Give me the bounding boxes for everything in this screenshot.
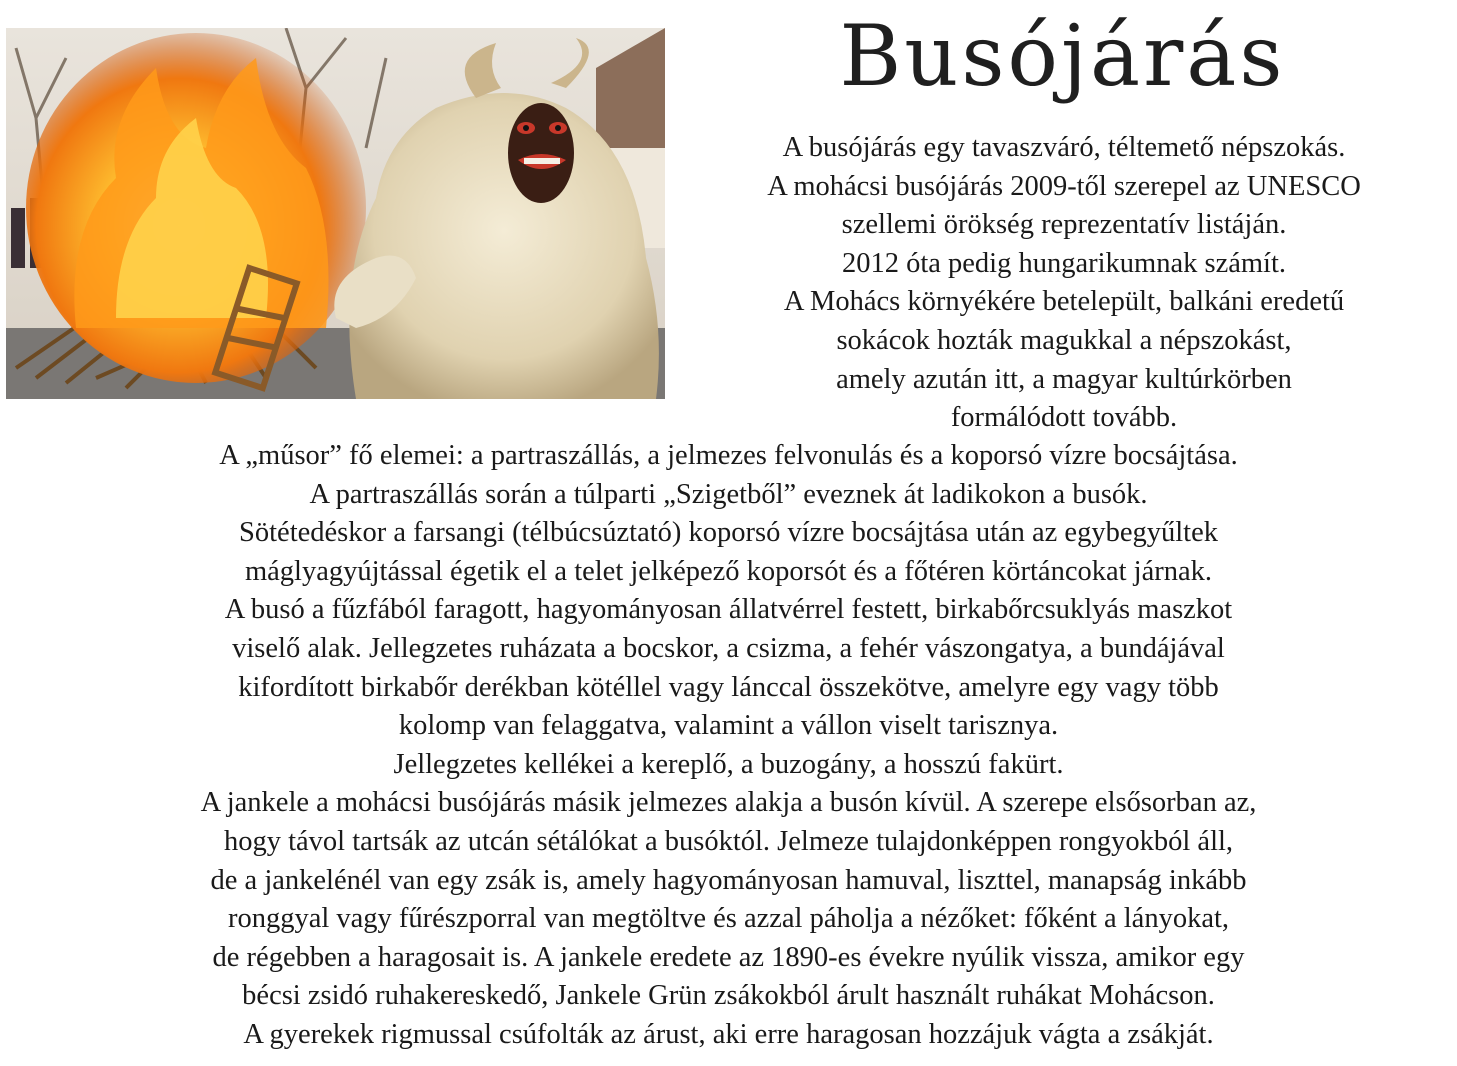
text-line: sokácok hozták magukkal a népszokást, [836, 324, 1292, 356]
text-line: A mohácsi busójárás 2009-től szerepel az UNESCO [767, 170, 1361, 202]
text-line: máglyagyújtással égetik el a telet jelképező koporsót és a főtéren körtáncokat járnak. [244, 555, 1213, 587]
text-line: A jankele a mohácsi busójárás másik jelmezes alakja a busón kívül. A szerepe elsősorban az, [200, 787, 1257, 819]
text-line: bécsi zsidó ruhakereskedő, Jankele Grün zsákokból árult használt ruhákat Mohácson. [242, 980, 1215, 1012]
text-line: 2012 óta pedig hungarikumnak számít. [841, 247, 1287, 279]
text-line: A busójárás egy tavaszváró, téltemető népszokás. [782, 132, 1346, 163]
intro-paragraph [670, 129, 1457, 438]
text-line: kolomp van felaggatva, valamint a vállon viselt tarisznya. [398, 710, 1059, 742]
text-line: amely azután itt, a magyar kultúrkörben [836, 363, 1292, 395]
photo-icon [6, 28, 665, 399]
text-line: A partraszállás során a túlparti „Szigetből” eveznek át ladikokon a busók. [309, 478, 1148, 510]
body-paragraph [0, 437, 1457, 1055]
text-line: kifordított birkabőr derékban kötéllel vagy lánccal összekötve, amelyre egy vagy több [238, 671, 1219, 703]
text-line: Jellegzetes kellékei a kereplő, a buzogány, a hosszú fakürt. [393, 748, 1064, 780]
text-line: A Mohács környékére betelepült, balkáni eredetű [783, 286, 1345, 318]
busojaras-photo [6, 28, 665, 399]
text-line: A busó a fűzfából faragott, hagyományosan állatvérrel festett, birkabőrcsuklyás maszkot [224, 594, 1233, 626]
text-line: A gyerekek rigmussal csúfolták az árust, aki erre haragosan hozzájuk vágta a zsákját. [243, 1018, 1214, 1050]
text-line: de a jankelénél van egy zsák is, amely hagyományosan hamuval, liszttel, manapság inkább [210, 864, 1247, 896]
text-line: hogy távol tartsák az utcán sétálókat a busóktól. Jelmeze tulajdonképpen rongyokból áll, [223, 825, 1234, 857]
text-line: de régebben a haragosait is. A jankele eredete az 1890-es évekre nyúlik vissza, amikor egy [212, 941, 1245, 973]
text-line: szellemi örökség reprezentatív listáján. [841, 209, 1287, 241]
text-line: formálódott tovább. [950, 402, 1178, 434]
text-line: Sötétedéskor a farsangi (télbúcsúztató) koporsó vízre bocsájtása után az egybegyűltek [239, 517, 1218, 549]
text-line: viselő alak. Jellegzetes ruházata a bocskor, a csizma, a fehér vászongatya, a bundájával [232, 632, 1225, 664]
text-line: A „műsor” fő elemei: a partraszállás, a jelmezes felvonulás és a koporsó vízre bocsájtása. [219, 440, 1238, 471]
page-title: Busójárás [839, 7, 1286, 105]
text-line: ronggyal vagy fűrészporral van megtöltve és azzal páholja a nézőket: főként a lányokat, [227, 903, 1230, 935]
